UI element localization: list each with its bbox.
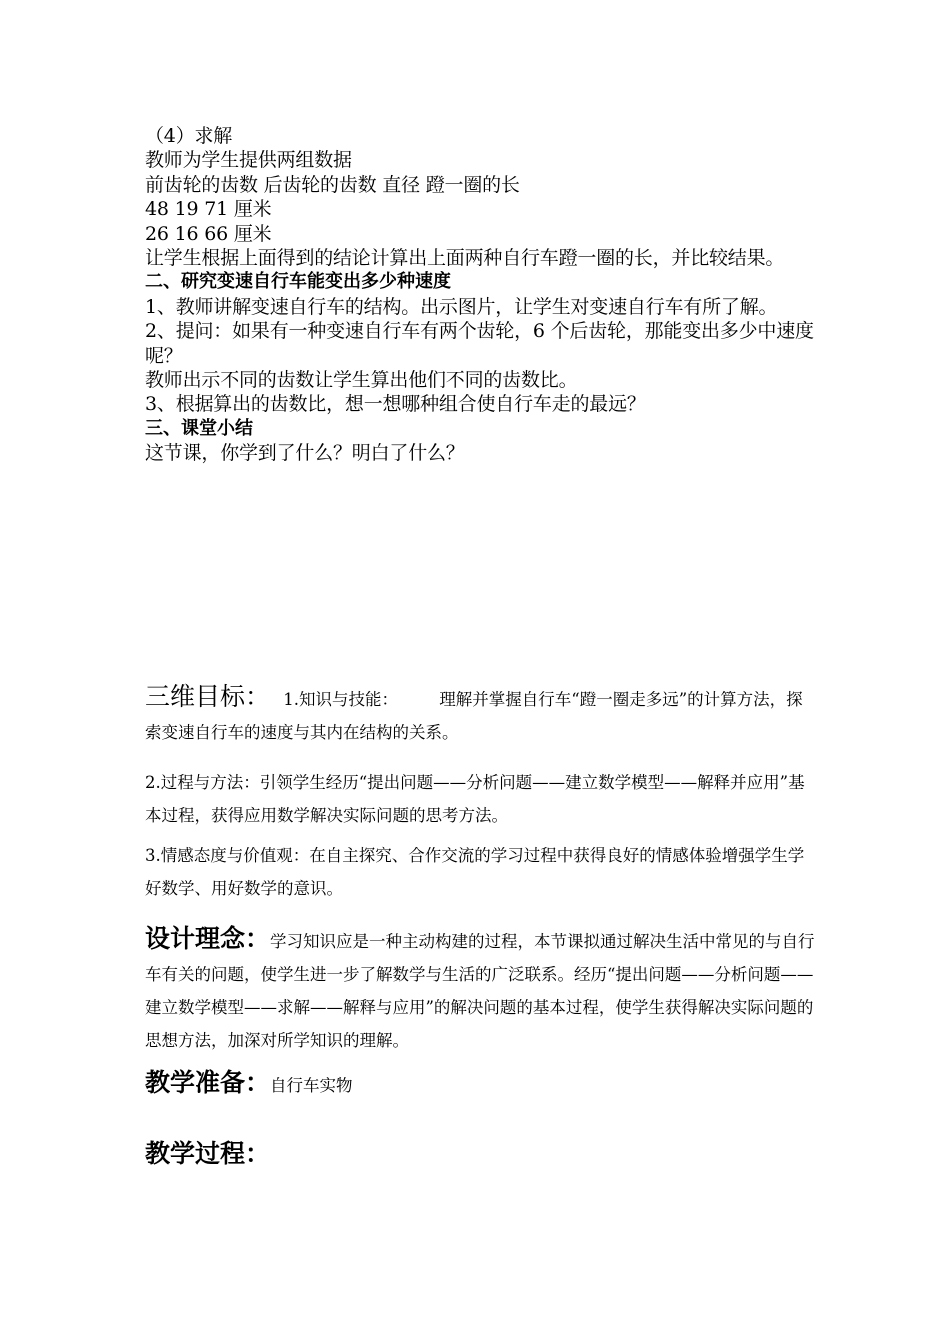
concept-section: [145, 922, 815, 1057]
process-heading: 教学过程：: [145, 1139, 271, 1168]
data-row: 48 19 71 厘米: [145, 198, 272, 221]
concept-text: 学习知识应是一种主动构建的过程，本节课拟通过解决生活中常见的与自行车有关的问题，使学生进一步了解数学与生活的广泛联系。经历“提出问题——分析问题——建立数学模型——求解——解释与应用”的解决问题的基本过程，使学生获得解决实际问题的思想方法，加深对所学知识的理解。: [145, 932, 815, 1050]
prep-heading: 教学准备：: [145, 1068, 271, 1097]
text-paragraph: 让学生根据上面得到的结论计算出上面两种自行车蹬一圈的长，并比较结果。: [145, 247, 785, 270]
text-line: 教师为学生提供两组数据: [145, 149, 352, 172]
objective-item-2: 2.过程与方法：引领学生经历“提出问题——分析问题——建立数学模型——解释并应用”基本过程，获得应用数学解决实际问题的思考方法。: [145, 773, 805, 825]
step-heading: （4）求解: [145, 125, 233, 147]
data-row: 26 16 66 厘米: [145, 222, 272, 245]
objectives-heading: 三维目标：: [145, 682, 271, 711]
objective-item-3: 3.情感态度与价值观：在自主探究、合作交流的学习过程中获得良好的情感体验增强学生学好数学、用好数学的意识。: [145, 846, 805, 898]
lesson-steps-block: [145, 124, 815, 466]
objectives-section: [145, 680, 815, 749]
section-title: 二、研究变速自行车能变出多少种速度: [145, 271, 451, 293]
text-paragraph: 1、教师讲解变速自行车的结构。出示图片，让学生对变速自行车有所了解。: [145, 295, 778, 318]
prep-text: 自行车实物: [270, 1076, 353, 1095]
prep-section: [145, 1066, 815, 1102]
process-section: [145, 1137, 815, 1173]
text-line: 这节课，你学到了什么？明白了什么？: [145, 442, 465, 465]
concept-heading: 设计理念：: [145, 924, 271, 953]
text-line: 教师出示不同的齿数让学生算出他们不同的齿数比。: [145, 369, 578, 392]
objective-text: 理解并掌握自行车“蹬一圈走多远”的计算方法，探索变速自行车的速度与其内在结构的关系。: [145, 690, 803, 742]
table-header-line: 前齿轮的齿数 后齿轮的齿数 直径 蹬一圈的长: [145, 173, 520, 196]
objective-label: 1.知识与技能：: [283, 690, 399, 709]
text-line: 3、根据算出的齿数比，想一想哪种组合使自行车走的最远？: [145, 393, 646, 416]
section-title: 三、课堂小结: [145, 417, 253, 439]
text-paragraph: 2、提问：如果有一种变速自行车有两个齿轮，6 个后齿轮，那能变出多少中速度呢？: [145, 320, 814, 367]
